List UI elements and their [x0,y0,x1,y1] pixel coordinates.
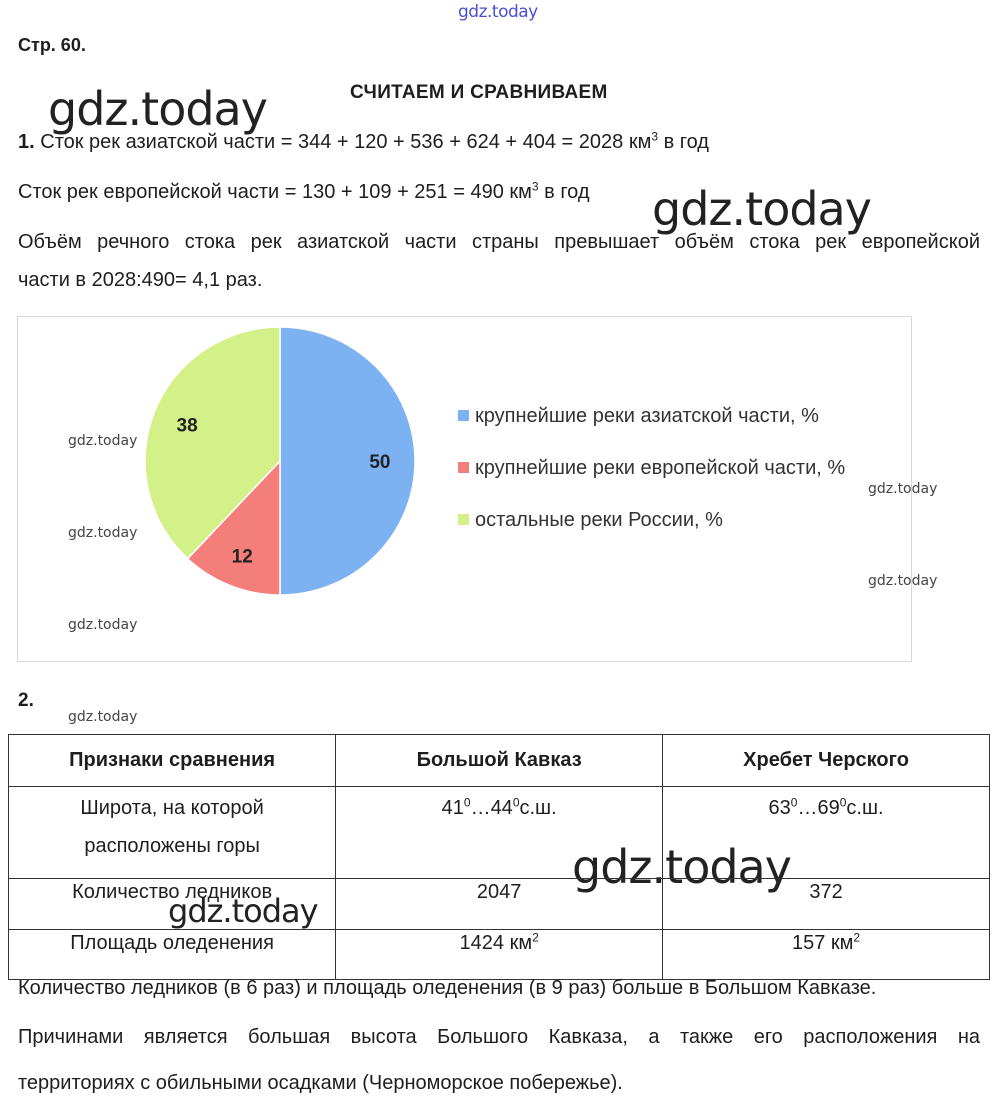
degree-superscript: 0 [790,795,798,810]
cell-text: 41 [441,797,464,819]
cell-text: 63 [768,797,791,819]
degree-superscript: 0 [463,795,471,810]
cell-text: …44 [470,797,513,819]
task1-number: 1. [18,131,35,153]
watermark-small: gdz.today [68,525,138,541]
watermark-top: gdz.today [458,2,538,22]
legend-swatch [458,410,469,421]
watermark-large: gdz.today [572,840,791,894]
legend-label: крупнейшие реки европейской части, % [475,457,846,479]
legend-swatch [458,514,469,525]
task1-europe-flow: Сток рек европейской части = 130 + 109 + 251 = 490 км [18,181,532,203]
cube-superscript: 3 [651,129,659,144]
table-cell [336,930,663,980]
cell-text: расположены горы [84,835,260,857]
watermark-small: gdz.today [68,617,138,633]
task1-line2 [18,181,590,204]
cell-text: …69 [797,797,840,819]
table-header: Хребет Черского [663,735,990,787]
table-cell-label [9,787,336,879]
legend-swatch [458,462,469,473]
cube-superscript: 3 [531,179,539,194]
cell-text: Широта, на которой [80,797,264,819]
pie-chart-frame [17,316,912,662]
pie-label-asia: 50 [369,452,391,473]
degree-superscript: 0 [839,795,847,810]
pie-slice-asia [280,327,415,595]
table-cell-label: Количество ледников [9,879,336,930]
page-number-label: Стр. 60. [18,35,86,55]
pie-chart [18,317,911,661]
watermark-large: gdz.today [652,182,871,236]
watermark-small: gdz.today [868,573,938,589]
task1-unit-tail: в год [658,131,709,153]
cell-text: с.ш. [846,797,884,819]
table-cell [336,787,663,879]
task1-paragraph: Объём речного стока рек азиатской части страны превышает объём стока рек европейской [18,231,980,253]
table-header: Признаки сравнения [9,735,336,787]
watermark-small: gdz.today [868,481,938,497]
cell-text: 157 км [791,932,854,954]
section-heading: СЧИТАЕМ И СРАВНИВАЕМ [350,82,608,103]
pie-label-other: 38 [176,415,198,437]
task1-line1 [18,131,709,154]
pie-label-europe: 12 [231,546,253,568]
table-header: Большой Кавказ [336,735,663,787]
degree-superscript: 0 [512,795,520,810]
table-cell [663,930,990,980]
legend-item-europe [458,457,845,480]
table-row [9,787,990,879]
watermark-small: gdz.today [68,709,138,725]
table-cell: 372 [663,879,990,930]
task2-conclusion: Количество ледников (в 6 раз) и площадь оледенения (в 9 раз) больше в Большом Кавказе. [18,977,877,999]
task1-unit-tail: в год [538,181,590,203]
task1-asia-flow: Сток рек азиатской части = 344 + 120 + 536 + 624 + 404 = 2028 км [34,131,652,153]
cell-text: 1424 км [459,932,533,954]
table-row [9,879,990,930]
watermark-small: gdz.today [68,433,138,449]
square-superscript: 2 [532,930,539,945]
table-row [9,930,990,980]
comparison-table [8,734,990,980]
table-cell-label: Площадь оледенения [9,930,336,980]
legend-label: остальные реки России, % [475,509,723,531]
task2-reason-line2: территориях с обильными осадками (Черноморское побережье). [18,1072,623,1094]
table-cell: 2047 [336,879,663,930]
square-superscript: 2 [853,930,861,945]
task1-paragraph-end: части в 2028:490= 4,1 раз. [18,269,263,291]
task2-reason-line1: Причинами является большая высота Большого Кавказа, а также его расположения на [18,1026,980,1048]
watermark-large: gdz.today [168,892,318,930]
legend-item-asia [458,405,819,428]
table-cell [663,787,990,879]
cell-text: с.ш. [519,797,557,819]
task2-number: 2. [18,690,34,711]
table-header-row [9,735,990,787]
legend-item-other [458,509,723,532]
watermark-large: gdz.today [48,82,267,136]
legend-label: крупнейшие реки азиатской части, % [475,405,819,427]
